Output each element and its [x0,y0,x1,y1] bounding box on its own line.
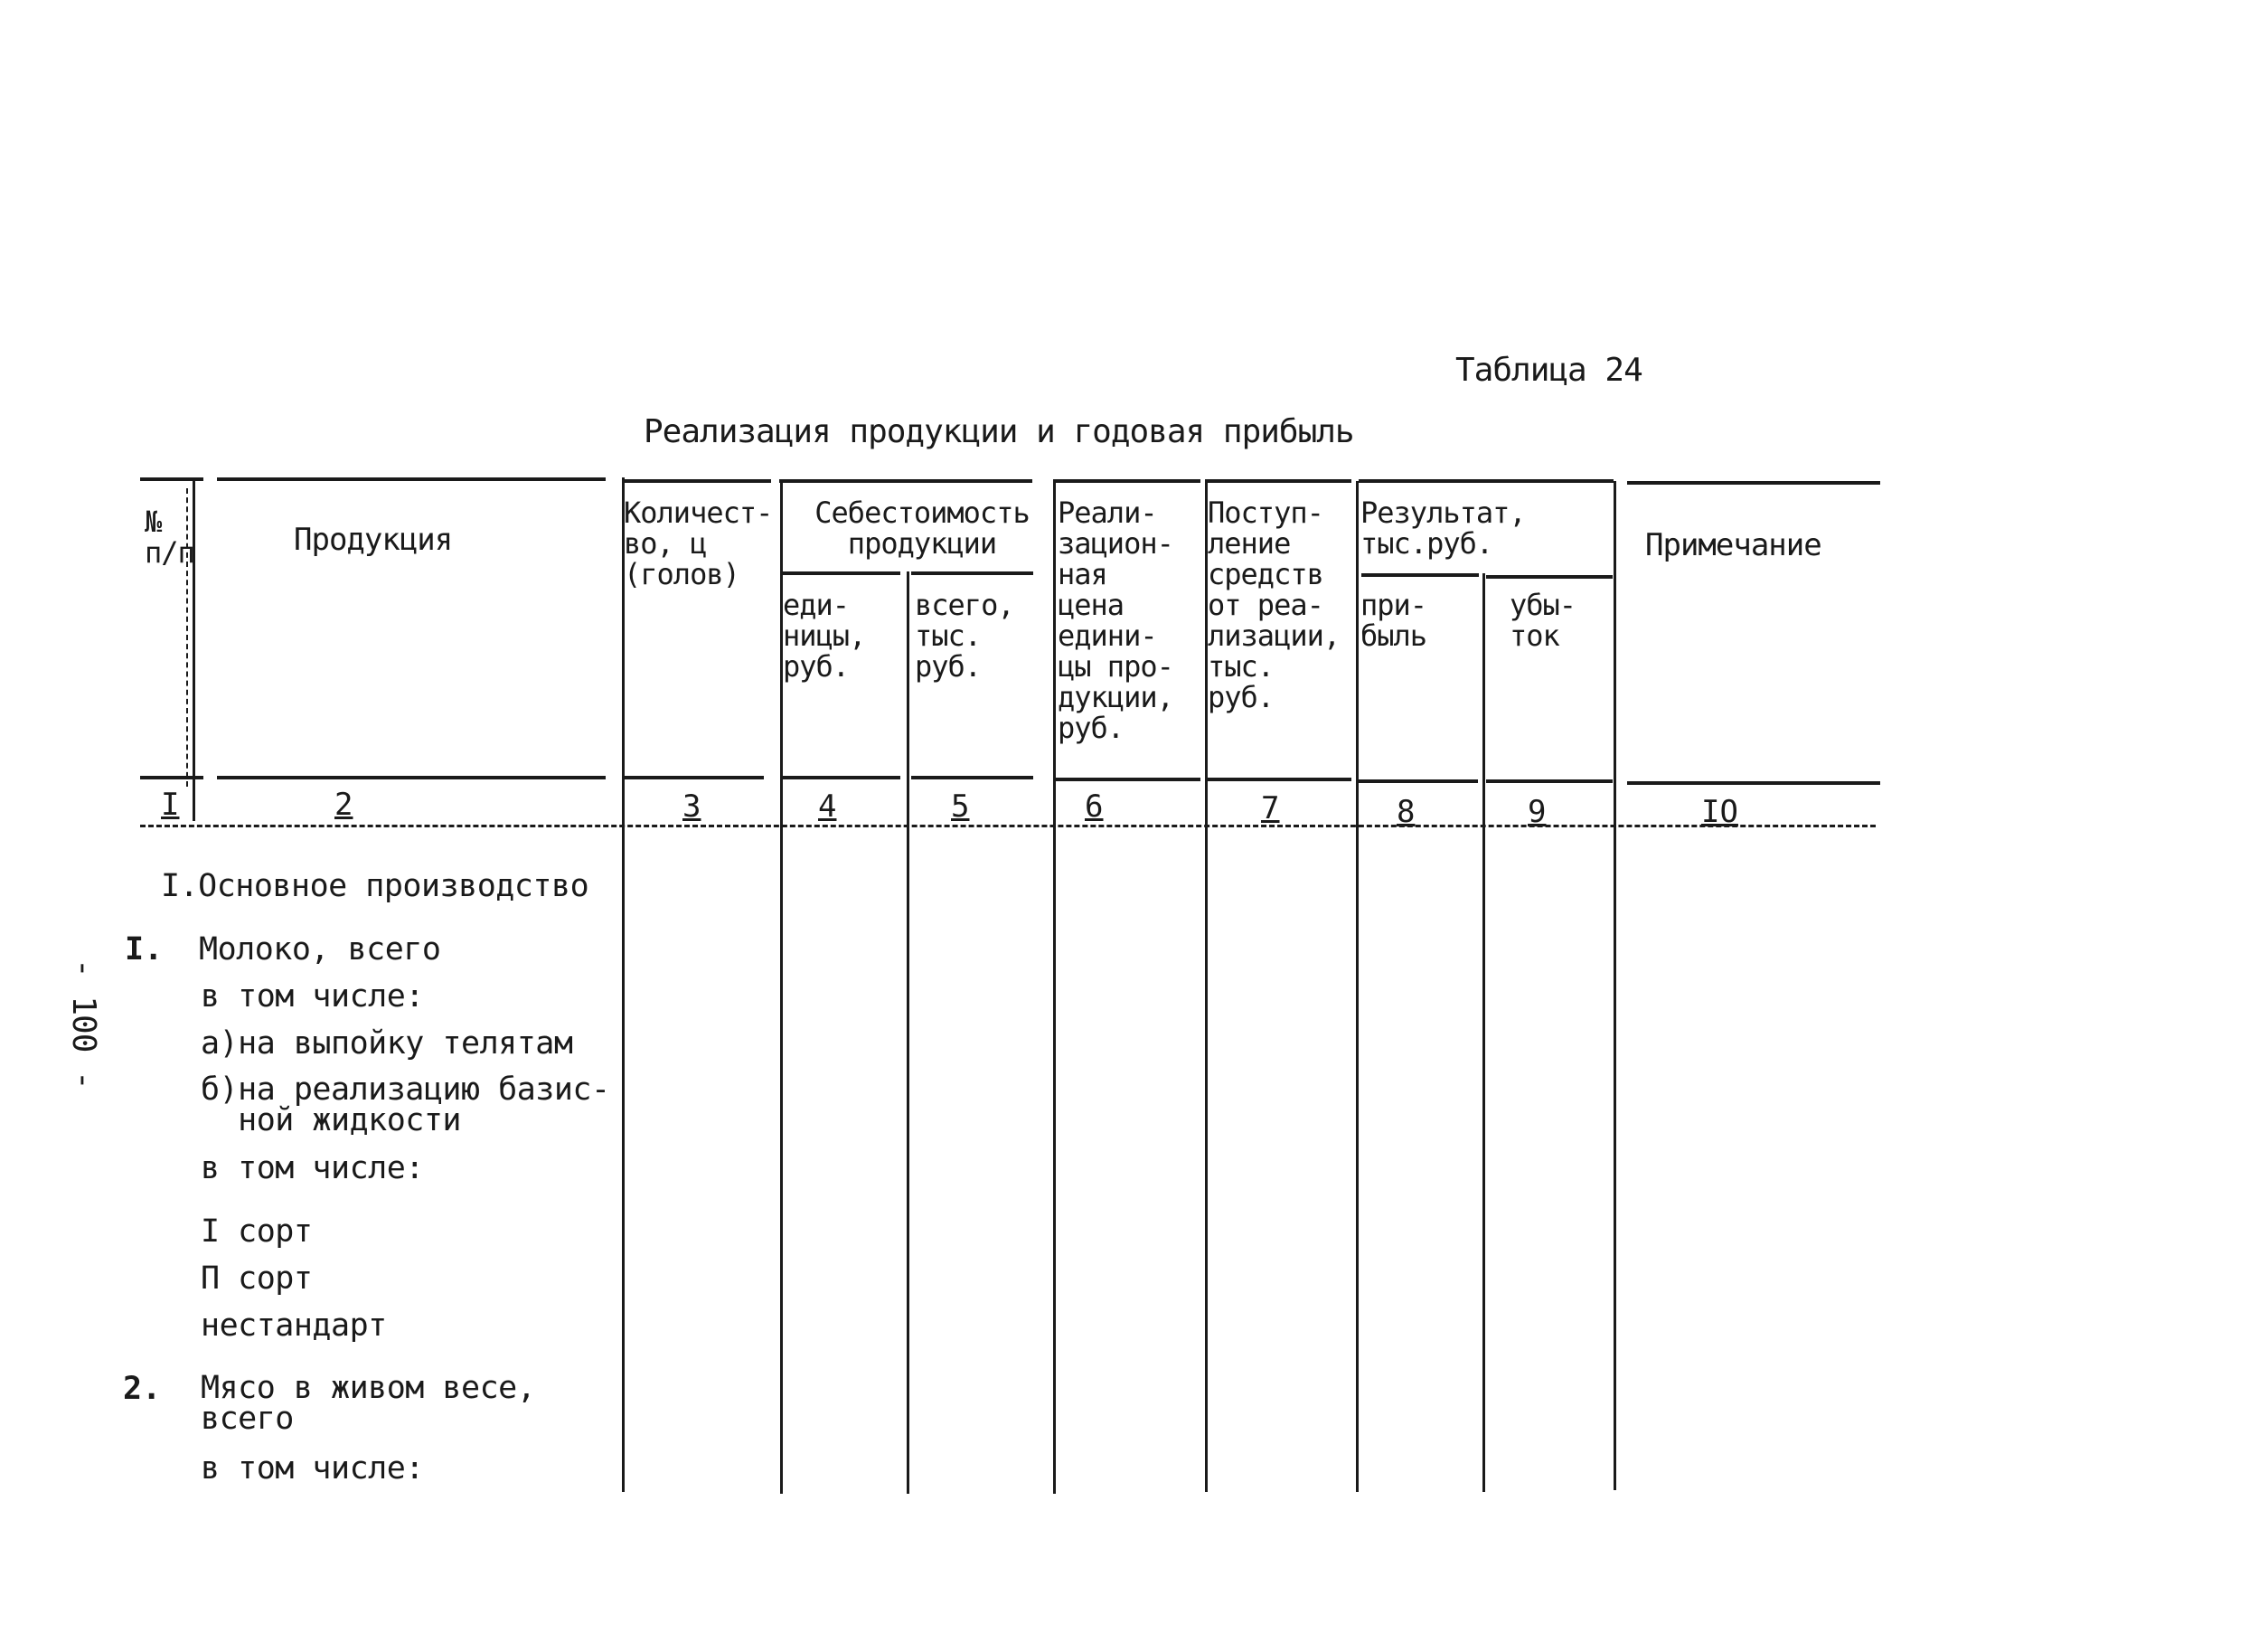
column-number: 7 [1261,790,1280,826]
page-number: - 100 - [65,958,102,1090]
row-text: в том числе: [201,978,424,1015]
column-number: 3 [682,788,701,825]
row-text: а)на выпойку телятам [201,1025,573,1062]
header-note: Примечание [1645,527,1821,563]
header-bottom-line [1627,781,1880,785]
header-bottom-line [624,776,764,779]
row-text: в том числе: [201,1150,424,1186]
result-subheader-line [1486,575,1613,579]
column-number: I [161,787,180,823]
cost-subheader-line [783,571,900,575]
header-proceeds: Поступ- ление средств от реа- лизации, тыс. руб. [1208,496,1341,714]
column-number: 6 [1085,788,1104,825]
header-bottom-line [1359,779,1478,783]
header-bottom-line [1486,779,1613,783]
header-number: № п/п [145,505,194,570]
table-top-border [1627,481,1880,485]
header-bottom-line [911,776,1033,779]
column-number: 4 [818,788,837,825]
table-top-border [1207,479,1351,483]
column-number: IO [1701,794,1738,830]
row-number: I. [125,931,164,968]
header-cost: Себестоимость продукции [814,496,1030,561]
col3-left-vertical-line [622,477,625,1492]
col10-left-vertical-line [1614,481,1616,1490]
header-loss: убы- ток [1510,588,1576,653]
col5-left-vertical-line [907,571,909,1494]
row-text: Молоко, всего [199,931,441,968]
header-result: Результат, тыс.руб. [1360,496,1526,561]
header-quantity: Количест- во, ц (голов) [624,496,773,591]
col8-left-vertical-line [1356,481,1359,1492]
result-subheader-line [1361,573,1479,577]
table-top-border [1056,479,1200,483]
col6-left-vertical-line [1053,479,1056,1494]
section-title: I.Основное производство [161,868,589,904]
header-cost-total: всего, тыс. руб. [915,588,1014,684]
col9-left-vertical-line [1482,573,1485,1492]
column-number: 5 [951,788,970,825]
header-product: Продукция [294,522,453,558]
table-label: Таблица 24 [1455,352,1642,389]
row-text: Мясо в живом весе, всего [201,1370,536,1437]
column-number: 8 [1397,794,1416,830]
row-text: П сорт [201,1260,313,1297]
row-number: 2. [123,1371,162,1407]
header-bottom-line [1056,778,1200,781]
table-top-border [779,479,1032,483]
cost-subheader-line [911,571,1033,575]
header-bottom-line [1207,778,1351,781]
table-top-border [1359,479,1614,483]
row-text: I сорт [201,1213,313,1250]
column-number: 2 [334,787,353,823]
table-title: Реализация продукции и годовая прибыль [644,413,1354,450]
table-top-border [622,479,771,483]
header-bottom-line [217,776,606,779]
header-bottom-line [783,776,900,779]
header-unit-price: Реали- зацион- ная цена едини- цы про- дукции, руб. [1058,496,1173,745]
row-text: б)на реализацию базис- ной жидкости [201,1071,610,1138]
column-number: 9 [1528,794,1547,830]
table-top-border [217,477,606,481]
header-profit: при- быль [1360,588,1427,653]
header-cost-unit: еди- ницы, руб. [783,588,866,684]
row-text: нестандарт [201,1307,387,1344]
row-text: в том числе: [201,1450,424,1487]
